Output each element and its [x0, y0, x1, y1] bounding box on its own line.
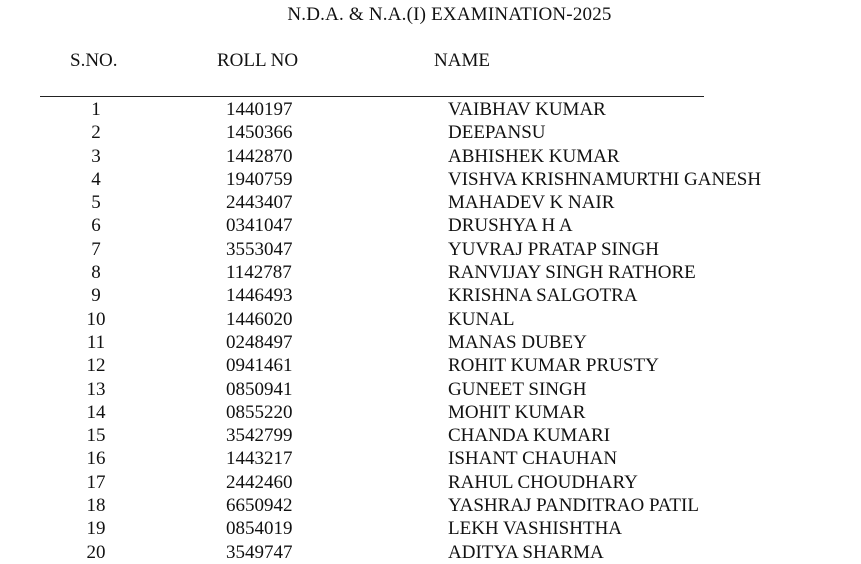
cell-name: MANAS DUBEY: [448, 331, 587, 353]
table-row: [0, 517, 861, 540]
table-row: [0, 401, 861, 424]
table-row: [0, 378, 861, 401]
cell-name: RAHUL CHOUDHARY: [448, 471, 638, 493]
cell-sno: 12: [86, 355, 106, 377]
cell-roll-no: 2443407: [226, 192, 293, 214]
cell-roll-no: 1940759: [226, 168, 293, 190]
cell-sno: 15: [86, 425, 106, 447]
cell-sno: 7: [91, 238, 101, 260]
cell-sno: 1: [91, 99, 101, 120]
cell-sno: 6: [91, 215, 101, 237]
header-divider: [40, 96, 704, 97]
cell-name: LEKH VASHISHTHA: [448, 518, 623, 540]
cell-sno: 16: [86, 448, 106, 470]
table-row: [0, 424, 861, 447]
table-row: [0, 471, 861, 494]
column-header-name: NAME: [434, 50, 490, 71]
cell-sno: 18: [86, 495, 106, 517]
cell-name: YUVRAJ PRATAP SINGH: [448, 238, 660, 260]
cell-sno: 14: [86, 401, 106, 423]
cell-sno: 17: [86, 471, 106, 493]
table-row: [0, 354, 861, 377]
cell-sno: 4: [91, 168, 101, 190]
cell-name: VAIBHAV KUMAR: [448, 99, 606, 120]
cell-roll-no: 2442460: [226, 471, 293, 493]
cell-name: YASHRAJ PANDITRAO PATIL: [448, 495, 699, 517]
document-title: N.D.A. & N.A.(I) EXAMINATION-2025: [287, 4, 612, 25]
cell-name: ABHISHEK KUMAR: [448, 145, 620, 167]
cell-name: DRUSHYA H A: [448, 215, 573, 237]
cell-name: VISHVA KRISHNAMURTHI GANESH: [448, 168, 762, 190]
cell-roll-no: 3553047: [226, 238, 293, 260]
column-header-roll-no: ROLL NO: [217, 50, 299, 71]
column-header-sno: S.NO.: [70, 50, 118, 71]
cell-sno: 10: [86, 308, 106, 330]
cell-sno: 8: [91, 262, 101, 284]
table-row: [0, 331, 861, 354]
cell-roll-no: 1443217: [226, 448, 293, 470]
cell-roll-no: 3549747: [226, 541, 293, 563]
cell-sno: 2: [91, 122, 101, 144]
cell-roll-no: 0248497: [226, 331, 293, 353]
table-row: [0, 214, 861, 237]
cell-name: DEEPANSU: [448, 122, 546, 144]
cell-roll-no: 6650942: [226, 495, 293, 517]
cell-roll-no: 0941461: [226, 355, 293, 377]
cell-sno: 19: [86, 518, 106, 540]
cell-sno: 13: [86, 378, 106, 400]
cell-roll-no: 3542799: [226, 425, 293, 447]
results-table-body: [0, 98, 861, 564]
table-row: [0, 541, 861, 564]
cell-name: ROHIT KUMAR PRUSTY: [448, 355, 659, 377]
cell-roll-no: 0855220: [226, 401, 293, 423]
cell-roll-no: 0341047: [226, 215, 293, 237]
table-row: [0, 168, 861, 191]
cell-roll-no: 1446020: [226, 308, 293, 330]
cell-roll-no: 1440197: [226, 99, 293, 120]
cell-roll-no: 0854019: [226, 518, 293, 540]
cell-name: ADITYA SHARMA: [448, 541, 604, 563]
table-row: [0, 447, 861, 470]
cell-name: GUNEET SINGH: [448, 378, 587, 400]
cell-sno: 5: [91, 192, 101, 214]
table-row: [0, 145, 861, 168]
cell-name: KRISHNA SALGOTRA: [448, 285, 638, 307]
cell-sno: 20: [86, 541, 106, 563]
table-row: [0, 261, 861, 284]
table-row: [0, 121, 861, 144]
cell-name: ISHANT CHAUHAN: [448, 448, 618, 470]
cell-roll-no: 1142787: [226, 262, 292, 284]
cell-name: CHANDA KUMARI: [448, 425, 611, 447]
cell-roll-no: 0850941: [226, 378, 293, 400]
cell-roll-no: 1446493: [226, 285, 293, 307]
table-row: [0, 494, 861, 517]
cell-roll-no: 1442870: [226, 145, 293, 167]
cell-sno: 11: [86, 331, 106, 353]
table-row: [0, 284, 861, 307]
cell-name: MOHIT KUMAR: [448, 401, 586, 423]
table-row: [0, 191, 861, 214]
cell-sno: 9: [91, 285, 101, 307]
cell-sno: 3: [91, 145, 101, 167]
cell-roll-no: 1450366: [226, 122, 293, 144]
cell-name: KUNAL: [448, 308, 515, 330]
table-row: [0, 238, 861, 261]
cell-name: MAHADEV K NAIR: [448, 192, 615, 214]
table-row: [0, 98, 861, 121]
table-row: [0, 308, 861, 331]
cell-name: RANVIJAY SINGH RATHORE: [448, 262, 696, 284]
